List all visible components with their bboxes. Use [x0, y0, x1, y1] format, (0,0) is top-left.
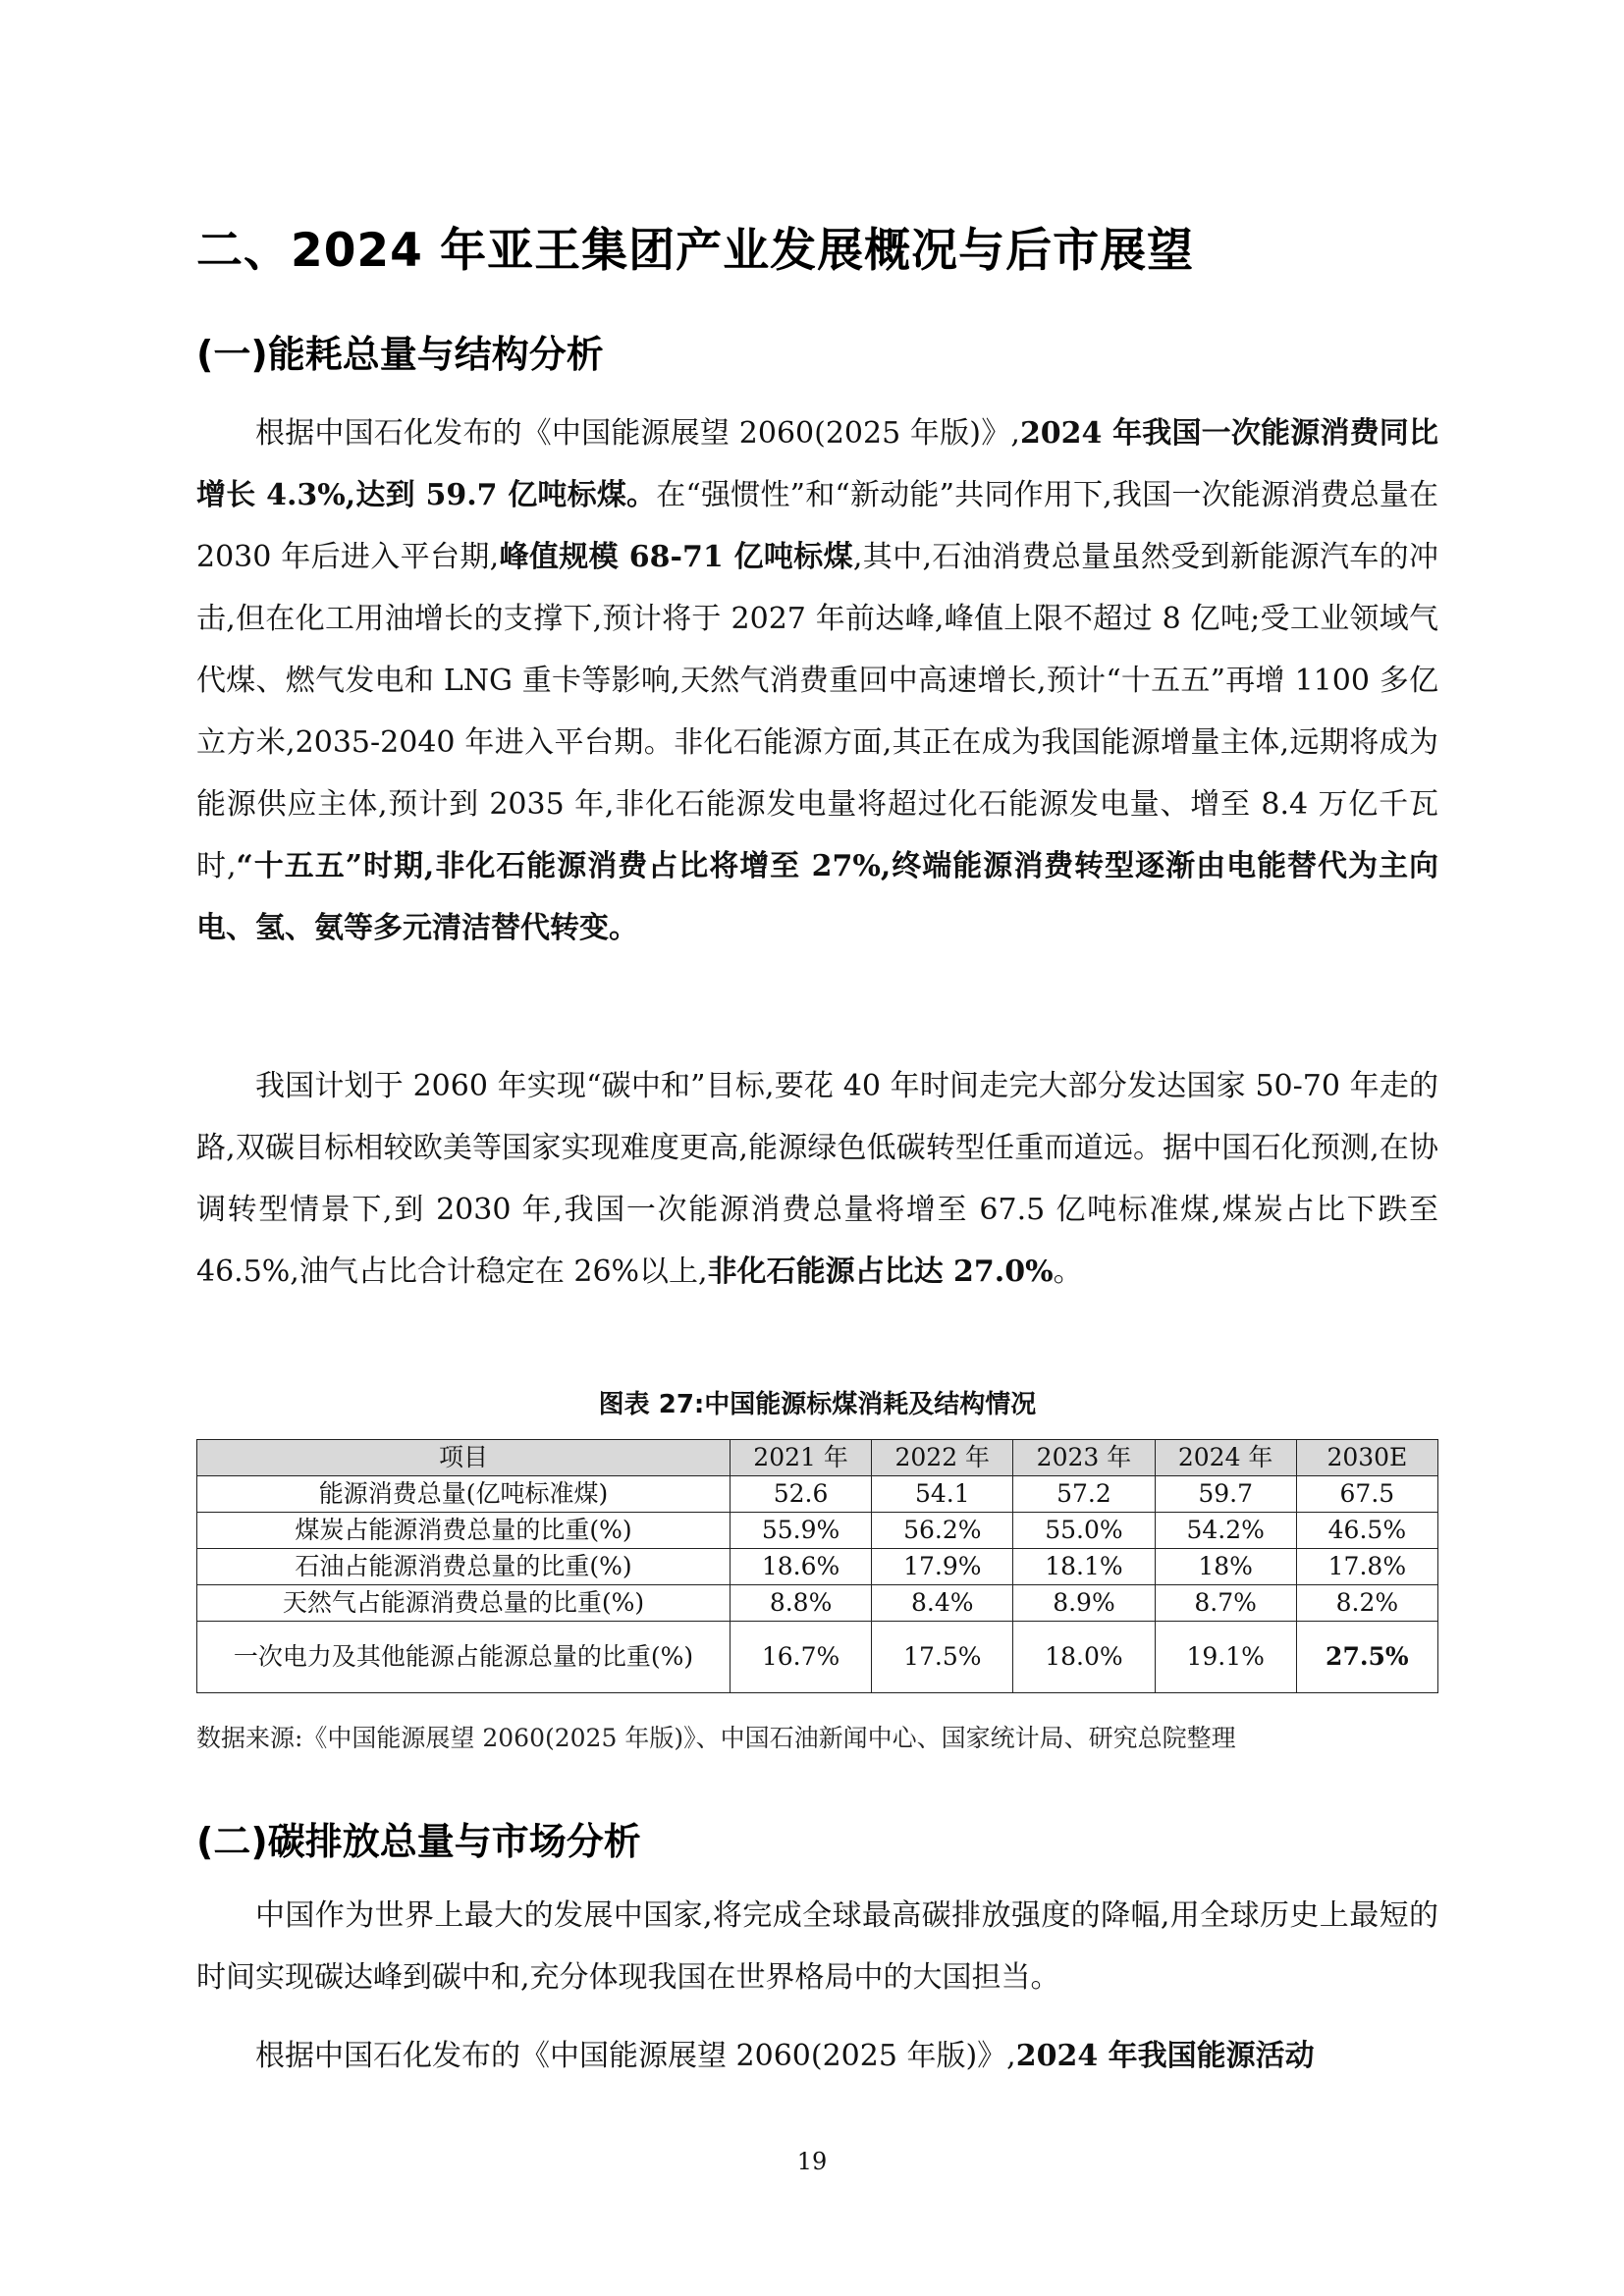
- table-cell: 52.6: [731, 1476, 872, 1513]
- text-run: ,其中,石油消费总量虽然受到新能源汽车的冲击,但在化工用油增长的支撑下,预计将于 2027 年前达峰,峰值上限不超过 8 亿吨;受工业领域气代煤、燃气发电和 LNG 重卡等影响,天然气消费重回中高速增长,预计“十五五”再增 1100 多亿立方米,2035-2040 年进入平台期。非化石能源方面,其正在成为我国能源增量主体,远期将成为能源供应主体,预计到 2035 年,非化石能源发电量将超过化石能源发电量、增至 8.4 万亿千瓦时,: [196, 540, 1438, 883]
- table-cell: 55.9%: [731, 1513, 872, 1549]
- table-cell: 16.7%: [731, 1622, 872, 1693]
- text-run: 根据中国石化发布的《中国能源展望 2060(2025 年版)》,: [255, 416, 1020, 451]
- table-cell: 19.1%: [1155, 1622, 1296, 1693]
- row-label: 一次电力及其他能源占能源总量的比重(%): [197, 1622, 731, 1693]
- table-row: [197, 1476, 1438, 1513]
- page-number: 19: [796, 2148, 828, 2175]
- emphasized-text: “十五五”时期,非化石能源消费占比将增至 27%,终端能源消费转型逐渐由电能替代为主向电、氢、氨等多元清洁替代转变。: [196, 849, 1438, 945]
- emphasized-text: 峰值规模 68-71 亿吨标煤: [499, 540, 853, 574]
- text-run: 我国计划于 2060 年实现“碳中和”目标,要花 40 年时间走完大部分发达国家 50-70 年走的路,双碳目标相较欧美等国家实现难度更高,能源绿色低碳转型任重而道远。据中国石化预测,在协调转型情景下,到 2030 年,我国一次能源消费总量将增至 67.5 亿吨标准煤,煤炭占比下跌至 46.5%,油气占比合计稳定在 26%以上,: [196, 1069, 1438, 1289]
- table-cell: 56.2%: [872, 1513, 1013, 1549]
- table-row: [197, 1549, 1438, 1585]
- row-label: 石油占能源消费总量的比重(%): [197, 1549, 731, 1585]
- table-header-cell: 2023 年: [1013, 1440, 1155, 1476]
- table-cell: 17.8%: [1296, 1549, 1437, 1585]
- emphasized-text: 非化石能源占比达 27.0%: [707, 1255, 1054, 1289]
- table-cell: 8.9%: [1013, 1585, 1155, 1622]
- emphasized-text: 2024 年我国能源活动: [1015, 2039, 1315, 2073]
- paragraph-carbon-neutral-goal: [196, 1055, 1438, 1303]
- table-cell: 17.9%: [872, 1549, 1013, 1585]
- table-cell: 8.4%: [872, 1585, 1013, 1622]
- table-cell: 18.6%: [731, 1549, 872, 1585]
- section-title: 二、2024 年亚王集团产业发展概况与后市展望: [196, 224, 1195, 278]
- table-cell: 57.2: [1013, 1476, 1155, 1513]
- table-cell: 59.7: [1155, 1476, 1296, 1513]
- table-cell: 17.5%: [872, 1622, 1013, 1693]
- energy-structure-table: [196, 1439, 1438, 1693]
- table-caption: 图表 27:中国能源标煤消耗及结构情况: [598, 1390, 1037, 1419]
- text-run: 在“强惯性”和“新动能”共同作用下,我国一次能源消费总量在 2030 年后进入平台期,: [196, 478, 1438, 574]
- table-header-cell: 项目: [197, 1440, 731, 1476]
- text-run: 中国作为世界上最大的发展中国家,将完成全球最高碳排放强度的降幅,用全球历史上最短的时间实现碳达峰到碳中和,充分体现我国在世界格局中的大国担当。: [196, 1898, 1438, 1995]
- subsection-title-carbon: (二)碳排放总量与市场分析: [196, 1820, 641, 1863]
- table-cell: 8.8%: [731, 1585, 872, 1622]
- table-cell: 8.7%: [1155, 1585, 1296, 1622]
- paragraph-carbon-activity: [196, 2025, 1438, 2087]
- table-cell: 18.1%: [1013, 1549, 1155, 1585]
- table-header-cell: 2030E: [1296, 1440, 1437, 1476]
- text-run: 。: [1053, 1255, 1083, 1289]
- table-cell: 54.1: [872, 1476, 1013, 1513]
- table-cell: 54.2%: [1155, 1513, 1296, 1549]
- table-cell: 18%: [1155, 1549, 1296, 1585]
- table-source-note: 数据来源:《中国能源展望 2060(2025 年版)》、中国石油新闻中心、国家统计局、研究总院整理: [196, 1724, 1236, 1752]
- paragraph-carbon-intro: [196, 1885, 1438, 2008]
- table-row: [197, 1622, 1438, 1693]
- table-cell: 18.0%: [1013, 1622, 1155, 1693]
- text-run: 根据中国石化发布的《中国能源展望 2060(2025 年版)》,: [255, 2039, 1016, 2073]
- table-cell: 67.5: [1296, 1476, 1437, 1513]
- table-header-cell: 2021 年: [731, 1440, 872, 1476]
- row-label: 能源消费总量(亿吨标准煤): [197, 1476, 731, 1513]
- table-cell-highlight: 27.5%: [1296, 1622, 1437, 1693]
- paragraph-energy-outlook: [196, 402, 1438, 959]
- table-row: [197, 1585, 1438, 1622]
- table-header-cell: 2024 年: [1155, 1440, 1296, 1476]
- table-row: [197, 1513, 1438, 1549]
- table-cell: 46.5%: [1296, 1513, 1437, 1549]
- row-label: 煤炭占能源消费总量的比重(%): [197, 1513, 731, 1549]
- subsection-title-energy: (一)能耗总量与结构分析: [196, 333, 604, 376]
- row-label: 天然气占能源消费总量的比重(%): [197, 1585, 731, 1622]
- table-cell: 55.0%: [1013, 1513, 1155, 1549]
- emphasized-text: 2024 年我国一次能源消费同比增长 4.3%,达到 59.7 亿吨标煤。: [196, 416, 1438, 512]
- table-cell: 8.2%: [1296, 1585, 1437, 1622]
- table-header-cell: 2022 年: [872, 1440, 1013, 1476]
- table-header-row: [197, 1440, 1438, 1476]
